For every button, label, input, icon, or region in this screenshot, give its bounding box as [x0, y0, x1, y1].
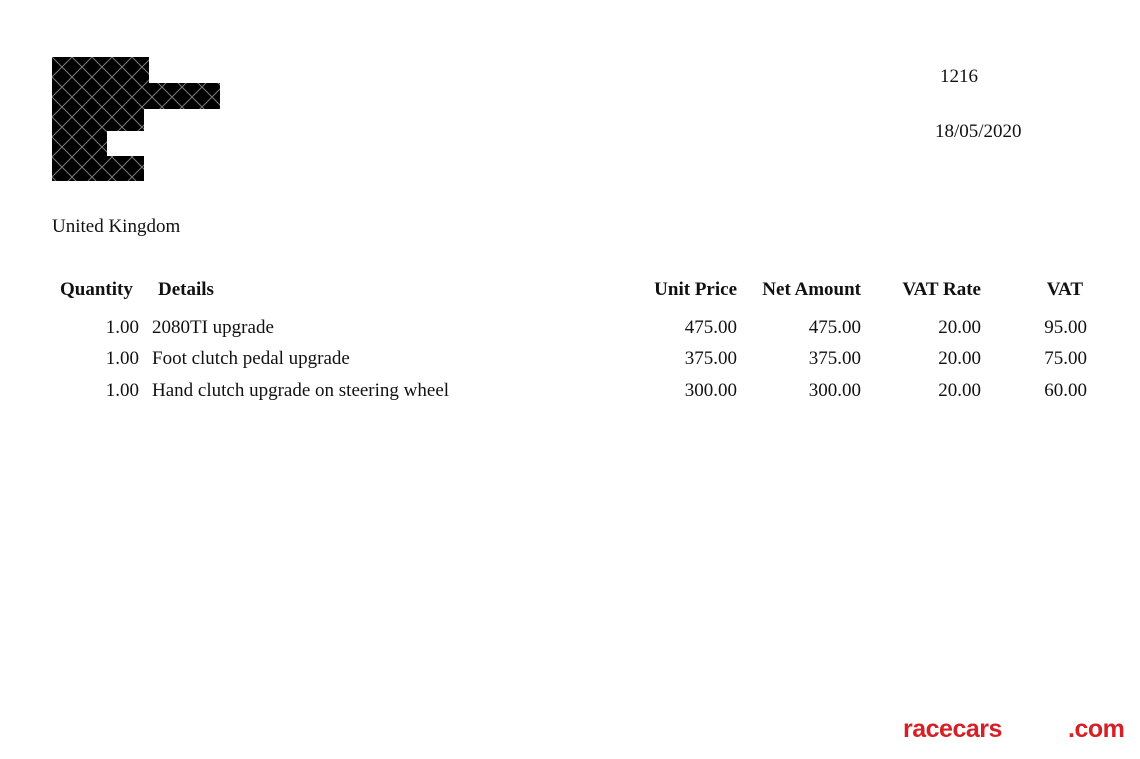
row-unit-price: 300.00 — [684, 380, 737, 401]
row-quantity: 1.00 — [105, 380, 139, 401]
row-net-amount: 300.00 — [808, 380, 861, 401]
row-details: 2080TI upgrade — [152, 317, 274, 338]
row-net-amount: 375.00 — [808, 348, 861, 369]
column-header-quantity: Quantity — [60, 279, 133, 300]
column-header-vat-rate: VAT Rate — [902, 279, 981, 300]
row-details: Hand clutch upgrade on steering wheel — [152, 380, 450, 401]
row-vat-rate: 20.00 — [938, 317, 981, 338]
column-header-unit-price: Unit Price — [654, 279, 737, 300]
column-header-net-amount: Net Amount — [762, 279, 861, 300]
redaction-pattern-icon — [52, 57, 222, 183]
column-header-details: Details — [158, 279, 214, 300]
row-unit-price: 375.00 — [684, 348, 737, 369]
redacted-logo-block — [52, 57, 222, 183]
watermark-dotcom: .com — [1068, 715, 1125, 743]
row-vat: 60.00 — [1044, 380, 1087, 401]
row-net-amount: 475.00 — [808, 317, 861, 338]
row-details: Foot clutch pedal upgrade — [152, 348, 350, 369]
row-vat: 95.00 — [1044, 317, 1087, 338]
customer-country: United Kingdom — [52, 216, 181, 237]
row-quantity: 1.00 — [105, 348, 139, 369]
row-vat: 75.00 — [1044, 348, 1087, 369]
row-vat-rate: 20.00 — [938, 380, 981, 401]
invoice-number: 1216 — [940, 66, 978, 87]
watermark-racecars: racecars — [903, 715, 1002, 743]
column-header-vat: VAT — [1046, 279, 1083, 300]
row-vat-rate: 20.00 — [938, 348, 981, 369]
row-quantity: 1.00 — [105, 317, 139, 338]
invoice-date: 18/05/2020 — [935, 121, 1022, 142]
row-unit-price: 475.00 — [684, 317, 737, 338]
